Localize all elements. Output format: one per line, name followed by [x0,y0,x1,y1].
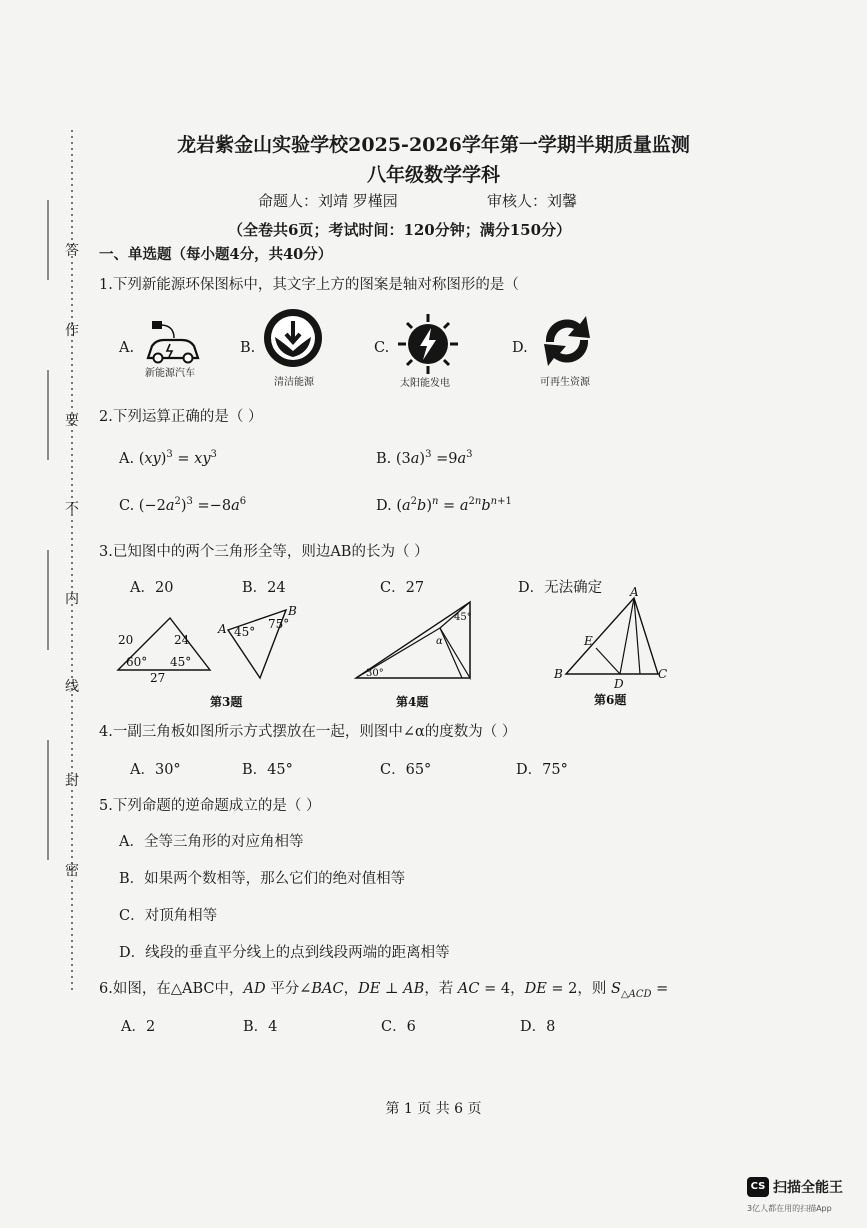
q1-option-b-caption: 清洁能源 [274,377,314,388]
fig6-vertex-b: B [554,667,563,681]
q2-option-d-label: D. [376,497,392,514]
fig4-triangle-30 [356,602,470,678]
fig4-caption: 第4题 [396,695,429,709]
fig3-side-left: 20 [118,633,134,647]
seal-char: 要 [65,413,79,429]
q4-option-c: C．65° [380,762,432,778]
q2-option-c: C. $(-2a^2)^3 =-8a^6$ [119,496,247,514]
fig6-triangle [566,598,658,674]
q1-option-b-label: B. [240,340,256,356]
exam-info: （全卷共6页；考试时间：120分钟；满分150分） [228,221,572,239]
q3-option-b: B．24 [242,580,286,596]
fig3-caption: 第3题 [210,695,243,709]
q6-option-a: A．2 [121,1019,156,1035]
q1-option-c-caption: 太阳能发电 [400,378,450,389]
section-title: 一、单选题（每小题4分，共40分） [99,246,333,263]
question-6: 6.如图，在△ABC中，AD 平分∠BAC，DE ⊥ AB，若 AC = 4，DE = 2，则 $S_{\triangle ACD}$ = [99,981,669,1000]
brand-name: 扫描全能王 [773,1180,843,1196]
brand-slogan: 3亿人都在用的扫描App [747,1204,832,1213]
seal-line [36,120,86,1000]
q6-option-b: B．4 [243,1019,278,1035]
reviewer: 审核人：刘馨 [487,192,578,210]
q2-option-d: D. $(a^2b)^n = a^{2n}b^{n+1}$ [376,496,512,514]
q3-option-d: D．无法确定 [518,580,603,596]
fig3-vertex-b: B [288,604,297,618]
q3-option-c: C．27 [380,580,425,596]
q2-option-a: A. $(xy)^3 = xy^3$ [119,449,217,467]
q4-option-b: B．45° [242,762,293,778]
fig3-angle-right: 45° [170,655,192,669]
seal-char: 作 [65,323,79,339]
question-6-prefix: 6.如图，在△ABC中， [99,981,244,997]
solar-power-icon [396,312,460,376]
fig6-vertex-d: D [614,677,624,691]
q6-option-d: D．8 [520,1019,556,1035]
question-1: 1.下列新能源环保图标中，其文字上方的图案是轴对称图形的是（ [99,277,519,293]
seal-char: 封 [65,773,79,789]
q5-option-d: D．线段的垂直平分线上的点到线段两端的距离相等 [119,945,450,961]
seal-char: 线 [65,679,79,695]
fig3-side-bottom: 27 [150,671,166,685]
q2-option-c-label: C. [119,497,135,514]
question-3: 3.已知图中的两个三角形全等，则边AB的长为（ ） [99,544,429,560]
seal-char: 答 [65,243,79,259]
fig3-angle-a: 45° [234,625,256,639]
seal-char: 不 [65,501,79,517]
q1-option-d-label: D. [512,340,528,356]
authors: 命题人：刘靖 罗槿园 [258,192,398,210]
seal-char: 内 [65,591,79,607]
q2-option-b: B. $(3a)^3 =9a^3$ [376,449,473,467]
q4-option-a: A．30° [130,762,181,778]
fig3-vertex-a: A [218,622,227,636]
fig4-alpha: α [436,636,443,647]
fig6-vertex-a: A [630,585,639,599]
seal-char: 密 [65,863,79,879]
page-number: 第 1 页 共 6 页 [385,1101,482,1117]
renewable-arrows-icon [536,312,598,370]
fig6-vertex-c: C [658,667,668,681]
q1-option-a-label: A. [119,340,135,356]
q5-option-c: C．对顶角相等 [119,908,218,924]
fig3-angle-left: 60° [126,655,148,669]
camscanner-logo-icon: CS [747,1177,769,1197]
q1-option-c-label: C. [374,340,390,356]
fig3-side-right: 24 [174,633,190,647]
scanner-watermark [747,1175,859,1223]
q2-option-b-label: B. [376,450,392,467]
fig6-caption: 第6题 [594,693,627,707]
electric-car-icon [142,318,202,364]
fig4-angle-45: 45° [454,612,472,623]
question-4: 4.一副三角板如图所示方式摆放在一起，则图中∠α的度数为（ ） [99,724,517,740]
q5-option-a: A．全等三角形的对应角相等 [119,834,304,850]
q3-option-a: A．20 [130,580,174,596]
q1-option-d-caption: 可再生资源 [540,377,590,388]
question-5: 5.下列命题的逆命题成立的是（ ） [99,798,321,814]
q6-option-c: C．6 [381,1019,416,1035]
question-2: 2.下列运算正确的是（ ） [99,409,263,425]
q4-option-d: D．75° [516,762,568,778]
fig4-angle-30: 30° [366,668,384,679]
fig6-vertex-e: E [584,634,593,648]
q1-option-a-caption: 新能源汽车 [145,368,195,379]
exam-title: 龙岩紫金山实验学校2025-2026学年第一学期半期质量监测 [177,134,690,156]
exam-subtitle: 八年级数学学科 [366,164,500,186]
q2-option-a-label: A. [119,450,135,467]
fig3-angle-b: 75° [268,617,290,631]
q5-option-b: B．如果两个数相等，那么它们的绝对值相等 [119,871,406,887]
clean-energy-icon [262,307,324,369]
